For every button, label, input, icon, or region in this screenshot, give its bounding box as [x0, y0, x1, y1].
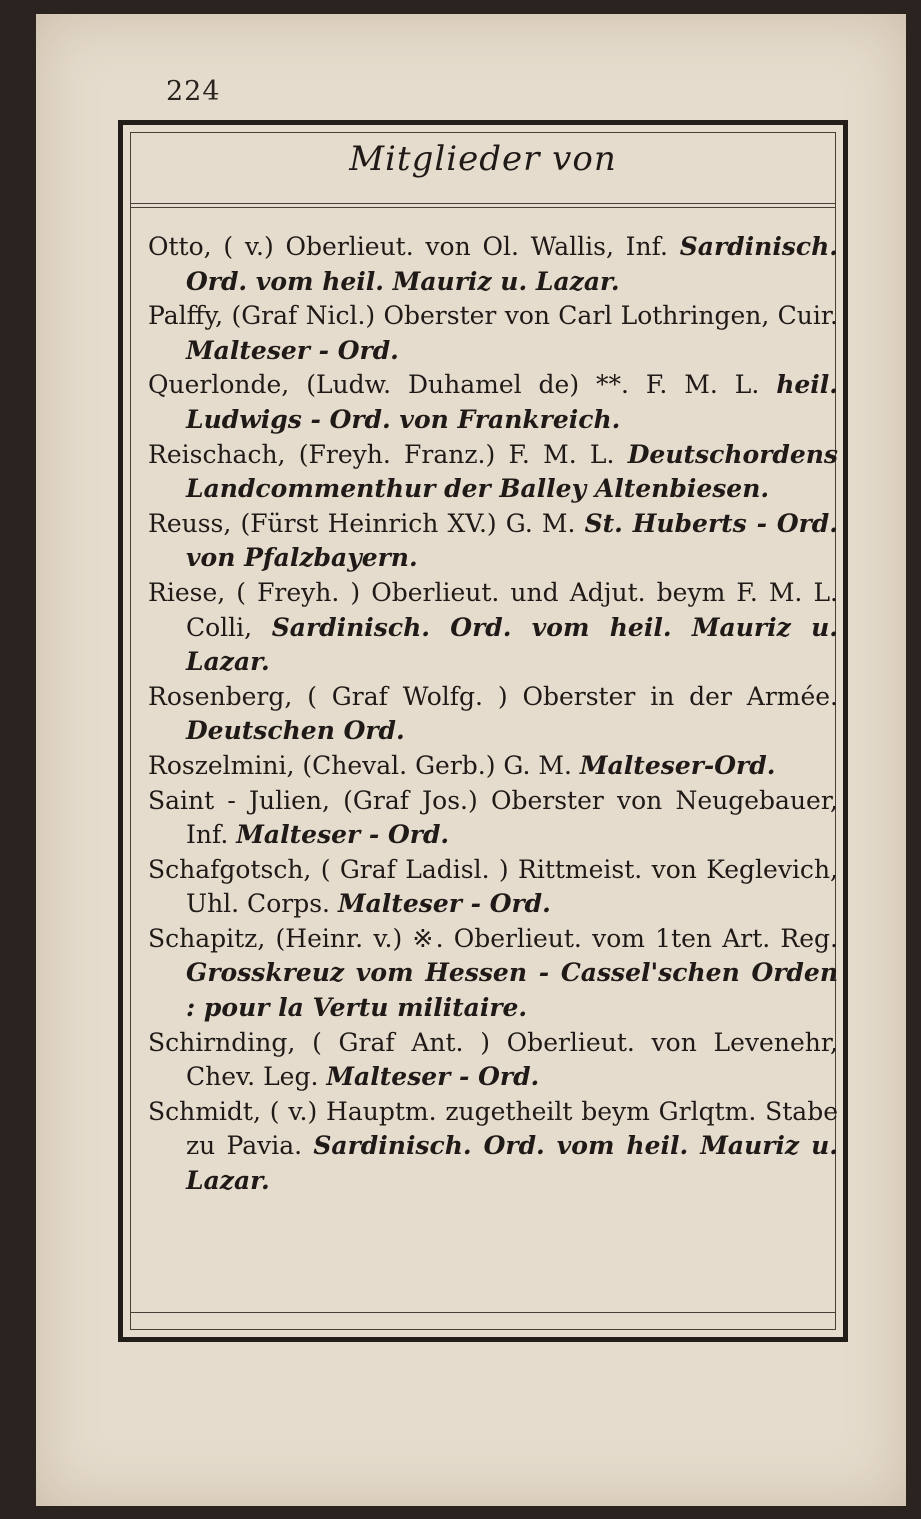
- entry-text: ( Freyh. ) Oberlieut. und Adjut. beym F. M. L. Colli,: [186, 577, 838, 642]
- entry-order: Deutschen Ord.: [186, 716, 405, 746]
- entry-name: Otto,: [148, 232, 212, 261]
- entry-name: Schapitz,: [148, 923, 266, 953]
- entry-text: ( v.) Oberlieut. von Ol. Wallis, Inf.: [223, 232, 668, 261]
- entry-list: [148, 230, 838, 1199]
- entry-order: Grosskreuz vom Hessen - Cassel'schen Orden : pour la Vertu militaire.: [186, 958, 838, 1023]
- entry-text: ( v.) Hauptm. zugetheilt beym Grlqtm. Stabe zu Pavia.: [186, 1096, 838, 1161]
- entry-order: heil. Ludwigs - Ord. von Frankreich.: [186, 370, 838, 434]
- entry-text: (Graf Nicl.) Oberster von Carl Lothringen, Cuir.: [231, 301, 838, 331]
- entry-item: [148, 230, 838, 299]
- entry-text: (Graf Jos.) Oberster von Neugebauer, Inf.: [186, 785, 838, 850]
- entry-name: Reuss,: [148, 508, 232, 538]
- entry-item: [148, 1026, 838, 1095]
- entry-text: (Fürst Heinrich XV.) G. M.: [240, 508, 576, 538]
- entry-name: Rosenberg,: [148, 681, 293, 711]
- entry-text: (Freyh. Franz.) F. M. L.: [298, 439, 615, 469]
- entry-order: Sardinisch. Ord. vom heil. Mauriz u. Lazar.: [186, 232, 838, 296]
- entry-item: [148, 853, 838, 922]
- entry-item: [148, 299, 838, 368]
- page-number: 224: [166, 76, 221, 107]
- entry-name: Roszelmini,: [148, 750, 295, 780]
- footer-rule: [131, 1312, 835, 1313]
- entry-order: Malteser - Ord.: [186, 335, 399, 365]
- entry-text: ( Graf Ladisl. ) Rittmeist. von Keglevich, Uhl. Corps.: [186, 854, 838, 919]
- entry-name: Palffy,: [148, 301, 224, 331]
- entry-item: [148, 1095, 838, 1199]
- entry-order: Sardinisch. Ord. vom heil. Mauriz u. Lazar.: [186, 612, 838, 677]
- entry-item: [148, 507, 838, 576]
- entry-order: Deutschordens Landcommenthur der Balley Altenbiesen.: [186, 439, 839, 504]
- entry-order: Malteser - Ord.: [326, 1062, 540, 1092]
- page-title: Mitglieder von: [349, 139, 617, 179]
- entry-item: [148, 749, 838, 784]
- entry-name: Querlonde,: [148, 370, 290, 400]
- entry-text: (Heinr. v.) ※. Oberlieut. vom 1ten Art. Reg.: [275, 923, 838, 953]
- entry-item: [148, 438, 838, 507]
- entry-name: Schafgotsch,: [148, 854, 312, 884]
- entry-text: ( Graf Wolfg. ) Oberster in der Armée.: [307, 681, 839, 711]
- entry-item: [148, 576, 838, 680]
- entry-order: Malteser-Ord.: [579, 750, 776, 780]
- entry-name: Schmidt,: [148, 1096, 261, 1126]
- entry-item: [148, 680, 838, 749]
- entry-text: (Cheval. Gerb.) G. M.: [302, 750, 572, 780]
- entry-order: St. Huberts - Ord. von Pfalzbayern.: [186, 508, 838, 573]
- entry-name: Saint - Julien,: [148, 785, 330, 815]
- entry-order: Malteser - Ord.: [337, 889, 551, 919]
- entry-item: [148, 922, 838, 1026]
- entry-text: ( Graf Ant. ) Oberlieut. von Levenehr, Chev. Leg.: [186, 1027, 839, 1092]
- entry-name: Riese,: [148, 577, 226, 607]
- entry-item: [148, 368, 838, 437]
- header-rule: [131, 203, 835, 208]
- entry-order: Sardinisch. Ord. vom heil. Mauriz u. Lazar.: [186, 1131, 838, 1196]
- entry-item: [148, 784, 838, 853]
- entry-text: (Ludw. Duhamel de) **. F. M. L.: [306, 370, 760, 400]
- entry-name: Schirnding,: [148, 1027, 296, 1057]
- entry-order: Malteser - Ord.: [236, 820, 450, 850]
- entry-name: Reischach,: [148, 439, 286, 469]
